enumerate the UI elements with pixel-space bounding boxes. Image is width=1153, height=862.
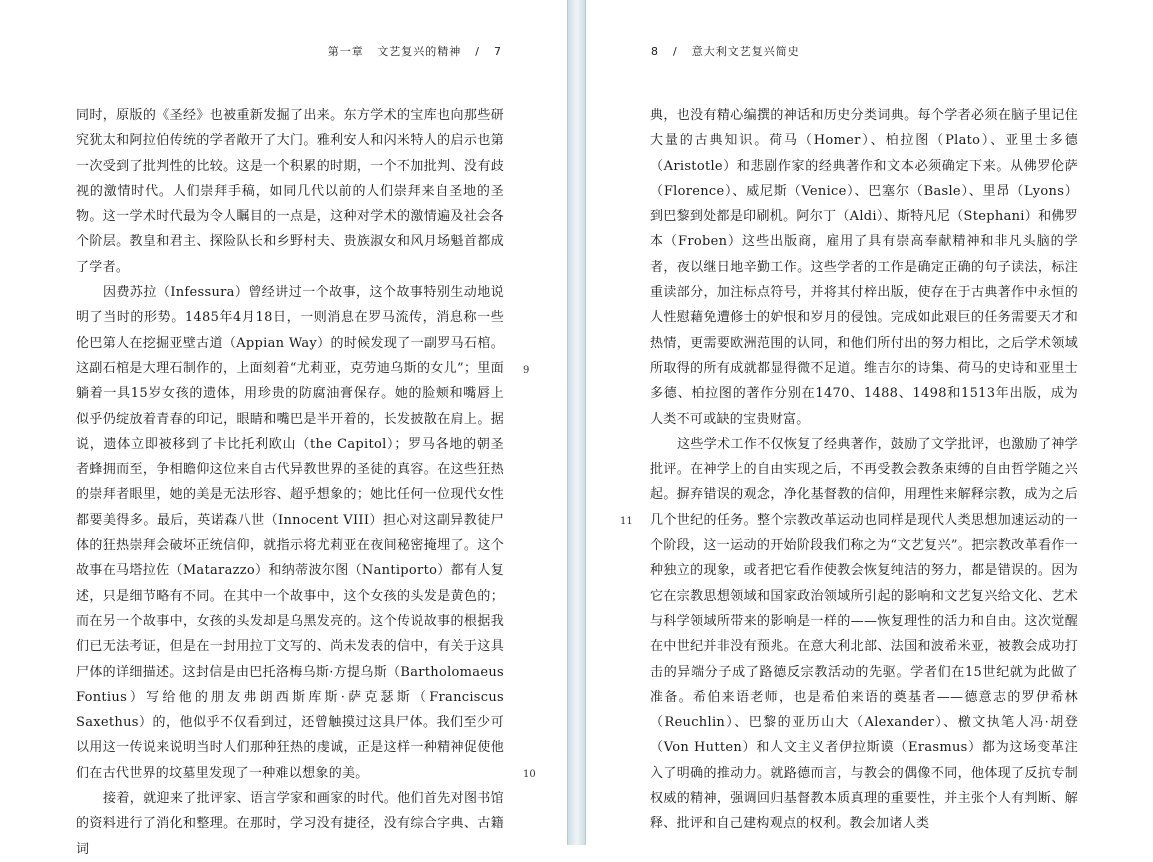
header-separator: / xyxy=(673,45,678,58)
chapter-label: 第一章 xyxy=(327,45,364,58)
paragraph: 接着，就迎来了批评家、语言学家和画家的时代。他们首先对图书馆的资料进行了消化和整理。在那时，学习没有捷径，没有综合字典、古籍词 xyxy=(76,791,504,857)
body-text-right xyxy=(650,103,1078,837)
running-header-left xyxy=(328,43,502,59)
margin-page-number: 11 xyxy=(620,516,633,527)
margin-page-number: 10 xyxy=(523,769,536,780)
paragraph: 因费苏拉（Infessura）曾经讲过一个故事，这个故事特别生动地说明了当时的形势。1485年4月18日，一则消息在罗马流传，消息称一些伦巴第人在挖掘亚壁古道（Appian Way）的时候发现了一副罗马石棺。这副石棺是大理石制作的，上面刻着“尤莉亚，克劳迪乌斯的女儿”；里面躺着一具15岁女孩的遗体，用珍贵的防腐油膏保存。她的脸颊和嘴唇上似乎仍绽放着青春的印记，眼睛和嘴巴是半开着的，长发披散在肩上。据说，遗体立即被移到了卡比托利欧山（the Capitol）；罗马各地的朝圣者蜂拥而至，争相瞻仰这位来自古代异教世界的圣徒的真容。在这些狂热的崇拜者眼里，她的美是无法形容、超乎想象的；她比任何一位现代女性都要美得多。最后，英诺森八世（Innocent VIII）担心对这副异教徒尸体的狂热崇拜会破坏正统信仰，就指示将尤莉亚在夜间秘密掩埋了。这个故事在马塔拉佐（Matarazzo）和纳蒂波尔图（Nantiporto）都有人复述，只是细节略有不同。在其中一个故事中，这个女孩的头发是黄色的；而在另一个故事中，女孩的头发却是乌黑发亮的。这个传说故事的根据我们已无法考证，但是在一封用拉丁文写的、尚未发表的信中，有关于这具尸体的详细描述。这封信是由巴托洛梅乌斯·方提乌斯（Bartholomaeus Fontius）写给他的朋友弗朗西斯库斯·萨克瑟斯（Franciscus Saxethus）的，他似乎不仅看到过，还曾触摸过这具尸体。我们至少可以用这一传说来说明当时人们那种狂热的虔诚，正是这样一种精神促使他们在古代世界的坟墓里发现了一种难以想象的美。 xyxy=(76,285,504,781)
book-title: 意大利文艺复兴简史 xyxy=(691,45,800,58)
chapter-title: 文艺复兴的精神 xyxy=(377,45,462,58)
paragraph: 同时，原版的《圣经》也被重新发掘了出来。东方学术的宝库也向那些研究犹太和阿拉伯传统的学者敞开了大门。雅利安人和闪米特人的启示也第一次受到了批判性的比较。这是一个积累的时期，一个不加批判、没有歧视的激情时代。人们崇拜手稿，如同几代以前的人们崇拜来自圣地的圣物。这一学术时代最为令人瞩目的一点是，这种对学术的激情遍及社会各个阶层。教皇和君主、探险队长和乡野村夫、贵族淑女和风月场魁首都成了学者。 xyxy=(76,108,504,275)
page-number: 8 xyxy=(651,45,659,58)
margin-page-number: 9 xyxy=(523,365,530,376)
page-number: 7 xyxy=(494,45,502,58)
header-separator: / xyxy=(475,45,480,58)
paragraph: 这些学术工作不仅恢复了经典著作，鼓励了文学批评，也激励了神学批评。在神学上的自由实现之后，不再受教会教条束缚的自由哲学随之兴起。摒弃错误的观念，净化基督教的信仰，用理性来解释宗教，成为之后几个世纪的任务。整个宗教改革运动也同样是现代人类思想加速运动的一个阶段，这一运动的开始阶段我们称之为“文艺复兴”。把宗教改革看作一种独立的现象，或者把它看作使教会恢复纯洁的努力，都是错误的。因为它在宗教思想领域和国家政治领域所引起的影响和文艺复兴给文化、艺术与科学领域所带来的影响是一样的——恢复理性的活力和自由。这次觉醒在中世纪并非没有预兆。在意大利北部、法国和波希米亚，被教会成功打击的异端分子成了路德反宗教活动的先驱。学者们在15世纪就为此做了准备。希伯来语老师，也是希伯来语的奠基者——德意志的罗伊希林（Reuchlin）、巴黎的亚历山大（Alexander）、檄文执笔人冯·胡登（Von Hutten）和人文主义者伊拉斯谟（Erasmus）都为这场变革注入了明确的推动力。就路德而言，与教会的偶像不同，他体现了反抗专制权威的精神，强调回归基督教本质真理的重要性，并主张个人有判断、解释、批评和自己建构观点的权利。教会加诸人类 xyxy=(650,436,1078,832)
paragraph: 典，也没有精心编撰的神话和历史分类词典。每个学者必须在脑子里记住大量的古典知识。荷马（Homer）、柏拉图（Plato）、亚里士多德（Aristotle）和悲剧作家的经典著作和文本必须确定下来。从佛罗伦萨（Florence）、威尼斯（Venice）、巴塞尔（Basle）、里昂（Lyons）到巴黎到处都是印刷机。阿尔丁（Aldi）、斯特凡尼（Stephani）和佛罗本（Froben）这些出版商，雇用了具有崇高奉献精神和非凡头脑的学者，夜以继日地辛勤工作。这些学者的工作是确定正确的句子读法，标注重读部分，加注标点符号，并将其付梓出版，使存在于古典著作中永恒的人性慰藉免遭修士的妒恨和岁月的侵蚀。完成如此艰巨的任务需要天才和热情，更需要欧洲范围的认同，和他们所付出的努力相比，之后学术领域所取得的所有成就都显得微不足道。维吉尔的诗集、荷马的史诗和亚里士多德、柏拉图的著作分别在1470、1488、1498和1513年出版，成为人类不可或缺的宝贵财富。 xyxy=(650,108,1078,427)
book-gutter xyxy=(567,0,586,845)
running-header-right xyxy=(651,43,800,59)
body-text-left xyxy=(76,103,504,862)
right-page xyxy=(586,0,1153,845)
gutter-edge xyxy=(567,0,568,845)
left-page xyxy=(0,0,567,857)
